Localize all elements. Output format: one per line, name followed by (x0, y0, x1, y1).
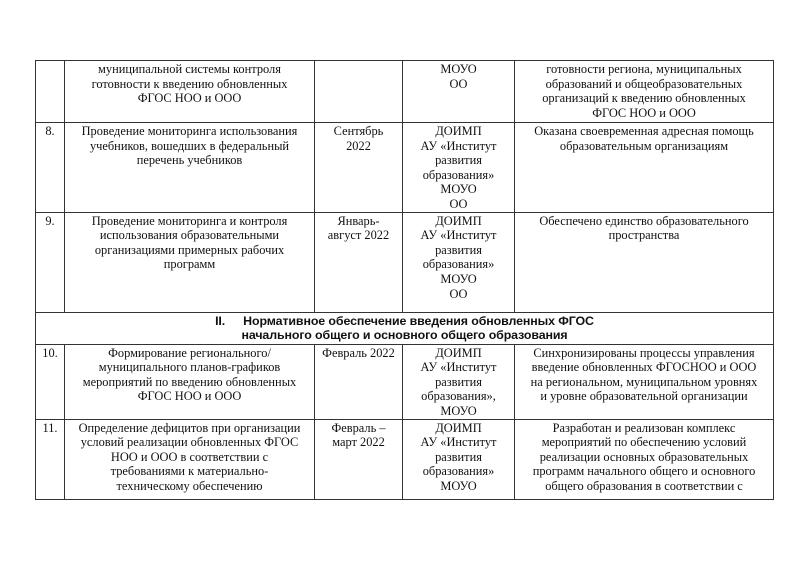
result-cell (515, 212, 774, 312)
activity-text: ФГОС НОО и ООО (137, 91, 242, 106)
activity-plan-table (35, 60, 774, 500)
responsible-text: ДОИМП (435, 124, 482, 138)
activity-text: программ (163, 257, 216, 272)
section-title: Нормативное обеспечение введения обновленных ФГОС (243, 313, 594, 328)
result-text: Оказана своевременная адресная помощь (534, 124, 754, 138)
responsible-cell (403, 419, 515, 499)
result-text: общего образования в соответствии с (545, 478, 743, 493)
deadline-text: Январь- (337, 213, 380, 228)
responsible-text: АУ «Институт (420, 138, 497, 153)
deadline-cell (315, 212, 403, 312)
responsible-text: развития (435, 153, 482, 168)
activity-text: Проведение мониторинга использования (81, 124, 298, 138)
deadline-text: Сентябрь (333, 124, 384, 138)
table-row-8 (36, 123, 774, 213)
activity-text: мероприятий по введению обновленных (82, 374, 297, 389)
activity-text: организациями примерных рабочих (94, 242, 285, 257)
result-text: программ начального общего и основного (532, 464, 756, 479)
result-text: образовательным организациям (559, 138, 729, 153)
deadline-text: август 2022 (327, 228, 390, 243)
deadline-cell (315, 344, 403, 419)
responsible-text: образования» (422, 464, 495, 479)
result-text: реализации основных образовательных (539, 449, 749, 464)
table-row-11 (36, 419, 774, 499)
deadline-text: 2022 (346, 138, 371, 153)
responsible-text: ДОИМП (435, 213, 482, 228)
responsible-cell (403, 344, 515, 419)
responsible-text: МОУО (440, 62, 477, 76)
activity-text: ФГОС НОО и ООО (137, 389, 242, 404)
activity-text: учебников, вошедших в федеральный (89, 138, 290, 153)
responsible-text: развития (435, 374, 482, 389)
deadline-text: Февраль 2022 (322, 345, 395, 360)
responsible-text: развития (435, 242, 482, 257)
section-header-cell (36, 312, 774, 344)
activity-text: перечень учебников (136, 153, 243, 168)
result-text: и уровне образовательной организации (540, 389, 748, 404)
responsible-text: МОУО (440, 271, 477, 286)
result-cell (515, 419, 774, 499)
result-text: мероприятий по обеспечению условий (541, 435, 747, 450)
activity-cell (65, 123, 315, 213)
activity-text: Проведение мониторинга и контроля (91, 213, 288, 228)
table-row-9 (36, 212, 774, 312)
responsible-text: ОО (449, 286, 468, 301)
responsible-cell (403, 123, 515, 213)
row-number-cell: 10. (36, 344, 65, 419)
responsible-text: ДОИМП (435, 345, 482, 360)
row-number-cell: 9. (36, 212, 65, 312)
result-cell (515, 123, 774, 213)
result-text: Синхронизированы процессы управления (533, 345, 755, 360)
responsible-text: образования», (421, 389, 496, 404)
responsible-text: МОУО (440, 182, 477, 197)
activity-text: условий реализации обновленных ФГОС (80, 435, 299, 450)
responsible-cell (403, 212, 515, 312)
row-number-cell: 11. (36, 419, 65, 499)
result-text: ФГОС НОО и ООО (592, 105, 696, 120)
responsible-text: ДОИМП (435, 420, 482, 435)
result-cell (515, 344, 774, 419)
activity-cell (65, 212, 315, 312)
responsible-text: развития (435, 449, 482, 464)
section-header-row (36, 312, 774, 344)
activity-cell (65, 419, 315, 499)
result-text: образований и общеобразовательных (545, 76, 743, 91)
table-row-10 (36, 344, 774, 419)
responsible-text: ОО (449, 76, 468, 91)
activity-text: техническому обеспечению (116, 478, 263, 493)
activity-text: НОО и ООО в соответствии с (110, 449, 269, 464)
activity-cell (65, 61, 315, 123)
activity-text: Определение дефицитов при организации (78, 420, 301, 435)
responsible-text: образования» (422, 257, 495, 272)
activity-cell (65, 344, 315, 419)
responsible-text: АУ «Институт (420, 360, 497, 375)
deadline-text: Февраль – (331, 420, 386, 435)
activity-text: муниципального планов-графиков (98, 360, 281, 375)
responsible-text: образования» (422, 167, 495, 182)
result-text: готовности региона, муниципальных (546, 62, 742, 76)
row-number-cell (36, 61, 65, 123)
deadline-cell (315, 123, 403, 213)
result-text: введение обновленных ФГОСНОО и ООО (531, 360, 757, 375)
result-text: на региональном, муниципальном уровнях (530, 374, 758, 389)
responsible-text: МОУО (440, 403, 477, 418)
responsible-text: МОУО (440, 478, 477, 493)
result-text: Разработан и реализован комплекс (552, 420, 736, 435)
result-text: Обеспечено единство образовательного (539, 213, 749, 228)
row-number-cell: 8. (36, 123, 65, 213)
section-title-line1 (39, 314, 770, 329)
deadline-cell (315, 419, 403, 499)
activity-text: требованиями к материально- (110, 464, 269, 479)
result-text: организаций к введению обновленных (542, 91, 746, 106)
activity-text: Формирование регионального/ (108, 345, 271, 360)
section-number: II. (215, 313, 226, 328)
responsible-cell (403, 61, 515, 123)
deadline-cell (315, 61, 403, 123)
activity-text: готовности к введению обновленных (91, 76, 288, 91)
table-row-continuation (36, 61, 774, 123)
deadline-text: март 2022 (332, 435, 385, 450)
activity-text: использования образовательными (99, 228, 280, 243)
section-title-line2: начального общего и основного общего образования (241, 328, 568, 343)
responsible-text: АУ «Институт (420, 228, 497, 243)
result-cell (515, 61, 774, 123)
responsible-text: ОО (449, 196, 468, 211)
activity-text: муниципальной системы контроля (98, 62, 281, 76)
result-text: пространства (608, 228, 680, 243)
responsible-text: АУ «Институт (420, 435, 497, 450)
